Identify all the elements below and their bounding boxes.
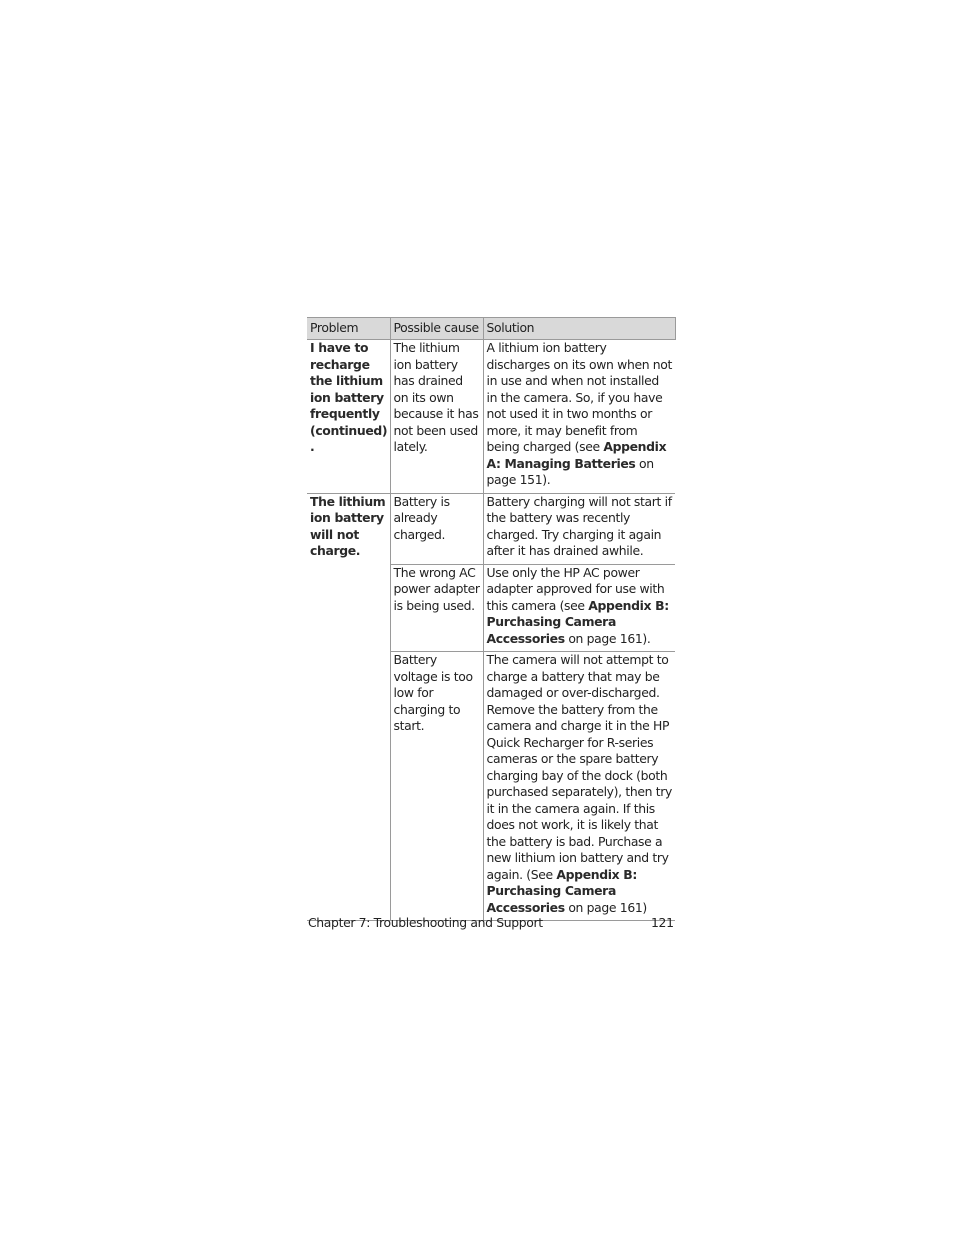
table-row (307, 340, 675, 494)
solution-cell (483, 652, 675, 921)
header-problem: Problem (307, 318, 390, 340)
header-solution: Solution (483, 318, 675, 340)
chapter-footer: Chapter 7: Troubleshooting and Support (308, 915, 543, 930)
page-number: 121 (651, 915, 674, 930)
table-header-row (307, 318, 675, 340)
solution-text: on page 161) (564, 899, 647, 915)
cause-cell: The wrong AC power adapter is being used. (390, 564, 483, 652)
cause-cell: Battery is already charged. (390, 493, 483, 564)
cross-reference-link[interactable]: Appendix B: Purchasing Camera Accessories (486, 866, 637, 915)
problem-cell: I have to recharge the lithium ion battery frequently (continued). (307, 340, 390, 494)
solution-text: Use only the HP AC power adapter approved for use with this camera (see (486, 564, 665, 613)
solution-cell (483, 564, 675, 652)
problem-cell: The lithium ion battery will not charge. (307, 493, 390, 921)
cross-reference-link[interactable]: Appendix A: Managing Batteries (486, 439, 667, 471)
solution-text: on page 151). (486, 455, 654, 487)
solution-cell: Battery charging will not start if the battery was recently charged. Try charging it again after it has drained awhile. (483, 493, 675, 564)
solution-text: The camera will not attempt to charge a battery that may be damaged or over-discharged. Remove the battery from the camera and charge it in the HP Quick Recharger for R-series cameras or the spare battery charging bay of the dock (both purchased separately), then try it in the camera again. If this does not work, it is likely that the battery is bad. Purchase a new lithium ion battery and try again. (See (486, 652, 672, 882)
solution-cell (483, 340, 675, 494)
cause-cell: Battery voltage is too low for charging to start. (390, 652, 483, 921)
solution-text: A lithium ion battery discharges on its own when not in use and when not installed in the camera. So, if you have not used it in two months or more, it may benefit from being charged (see (486, 340, 673, 454)
header-possible-cause: Possible cause (390, 318, 483, 340)
cause-cell: The lithium ion battery has drained on its own because it has not been used lately. (390, 340, 483, 494)
troubleshooting-table (307, 317, 676, 921)
solution-text: on page 161). (564, 630, 651, 646)
cross-reference-link[interactable]: Appendix B: Purchasing Camera Accessories (486, 597, 669, 646)
table-row (307, 493, 675, 564)
